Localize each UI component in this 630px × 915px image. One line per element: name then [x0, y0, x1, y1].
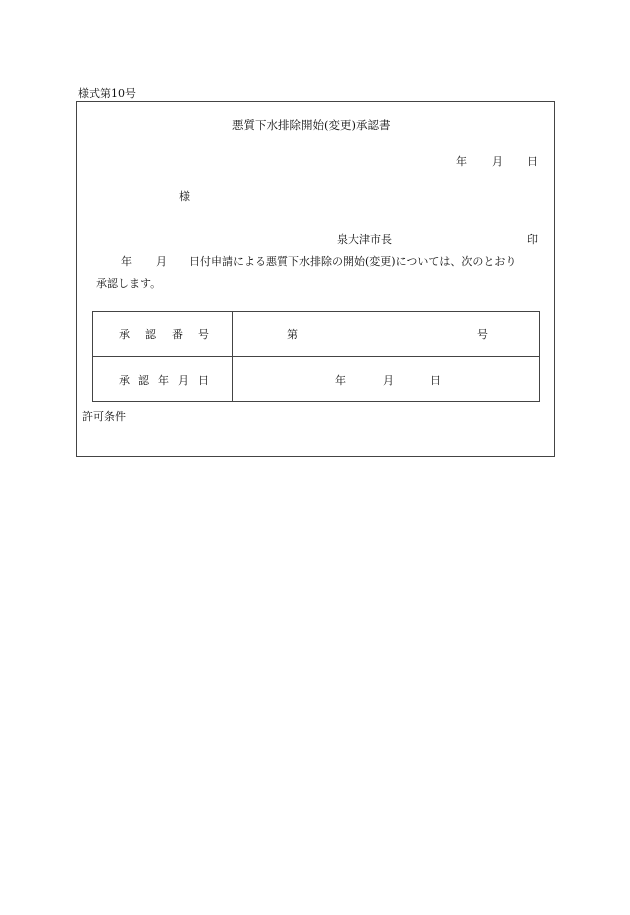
row2-label-char: 認 [138, 374, 149, 387]
body-month-label: 月 [156, 255, 167, 268]
body-line2: 承認します。 [96, 277, 162, 290]
row2-label-char: 承 [119, 374, 130, 387]
row2-label-char: 月 [178, 374, 189, 387]
form-number: 様式第10号 [78, 87, 136, 100]
row1-label-char: 認 [145, 328, 156, 341]
date-year-label: 年 [456, 155, 467, 168]
row2-label-char: 年 [158, 374, 169, 387]
approval-date-day: 日 [430, 374, 441, 387]
row1-label-char: 番 [172, 328, 183, 341]
conditions-label: 許可条件 [82, 410, 126, 423]
approval-date-month: 月 [383, 374, 394, 387]
body-year-label: 年 [121, 255, 132, 268]
document-title: 悪質下水排除開始(変更)承認書 [232, 118, 391, 132]
table-row-divider [93, 356, 539, 357]
table-column-divider [232, 312, 233, 401]
approval-number-prefix: 第 [287, 328, 298, 341]
body-line1: 日付申請による悪質下水排除の開始(変更)については、次のとおり [189, 255, 517, 268]
approval-table [92, 311, 540, 402]
row1-label-char: 号 [198, 328, 209, 341]
approval-number-suffix: 号 [477, 328, 488, 341]
row2-label-char: 日 [198, 374, 209, 387]
issuer-name: 泉大津市長 [337, 233, 392, 246]
date-day-label: 日 [527, 155, 538, 168]
addressee-suffix: 様 [179, 190, 190, 203]
approval-date-year: 年 [335, 374, 346, 387]
date-month-label: 月 [492, 155, 503, 168]
row1-label-char: 承 [119, 328, 130, 341]
seal-mark: 印 [527, 233, 538, 246]
